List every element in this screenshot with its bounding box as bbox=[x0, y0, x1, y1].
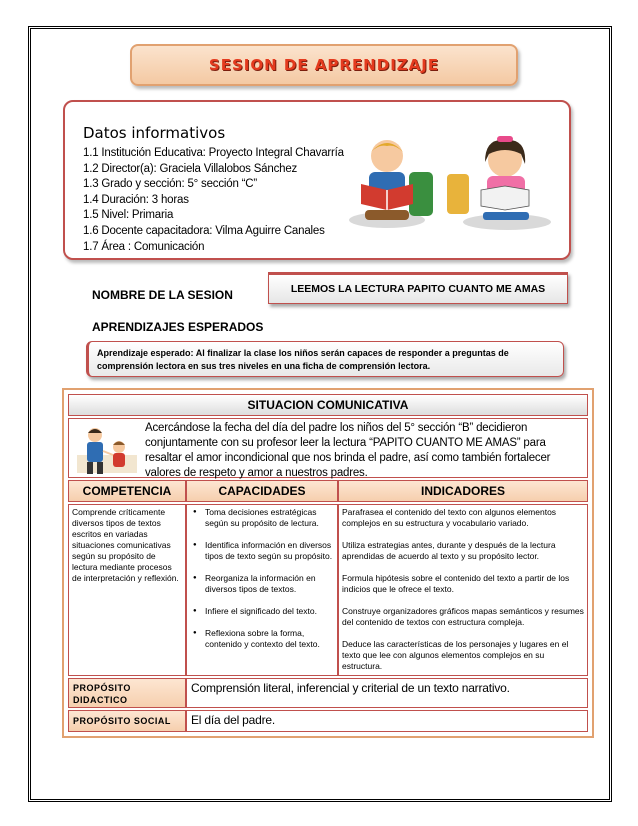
capacidad-item: ● Infiere el significado del texto. bbox=[193, 606, 334, 617]
capacidades-header: CAPACIDADES bbox=[186, 480, 338, 502]
competencia-text: Comprende críticamente diversos tipos de textos escritos en variadas situaciones comunicativas según su propósito de lectura mediante procesos de interpretación y reflexión. bbox=[72, 507, 179, 583]
proposito-social-value: El día del padre. bbox=[186, 710, 588, 732]
situacion-row bbox=[68, 418, 588, 478]
aprendizaje-esperado-box: Aprendizaje esperado: Al finalizar la clase los niños serán capaces de responder a preguntas de comprensión lectora en sus tres niveles en una ficha de comprensión lectora. bbox=[86, 341, 564, 377]
proposito-didactico-label-line2: DIDACTICO bbox=[73, 695, 128, 705]
datos-informativos-box bbox=[63, 100, 571, 260]
datos-list bbox=[83, 146, 344, 255]
competencia-cell bbox=[68, 504, 186, 676]
datos-item: 1.7 Área : Comunicación bbox=[83, 240, 205, 253]
indicador-item: Formula hipótesis sobre el contenido del texto a partir de los indicios que le ofrece el texto. bbox=[342, 573, 570, 594]
nombre-sesion-value: LEEMOS LA LECTURA PAPITO CUANTO ME AMAS bbox=[268, 272, 568, 304]
competencia-header: COMPETENCIA bbox=[68, 480, 186, 502]
proposito-didactico-label bbox=[68, 678, 186, 708]
datos-item: 1.1 Institución Educativa: Proyecto Integral Chavarría bbox=[83, 147, 344, 159]
session-table bbox=[62, 388, 594, 738]
indicador-item: Deduce las características de los personajes y lugares en el texto que lee con algunos elementos complejos en su estructura. bbox=[342, 639, 569, 671]
father-child-icon bbox=[75, 425, 139, 475]
situacion-header: SITUACION COMUNICATIVA bbox=[68, 394, 588, 416]
datos-item: 1.4 Duración: 3 horas bbox=[83, 193, 189, 206]
aprendizajes-label: APRENDIZAJES ESPERADOS bbox=[92, 320, 264, 334]
datos-item: 1.2 Director(a): Graciela Villalobos Sánchez bbox=[83, 162, 298, 175]
page-title: SESION DE APRENDIZAJE bbox=[208, 56, 440, 74]
datos-item: 1.6 Docente capacitadora: Vilma Aguirre Canales bbox=[83, 224, 325, 237]
capacidad-item: ● Reorganiza la información en diversos tipos de textos. bbox=[193, 573, 334, 595]
indicador-item: Construye organizadores gráficos mapas semánticos y resumes del contenido de textos con estructura compleja. bbox=[342, 606, 584, 627]
datos-item: 1.3 Grado y sección: 5° sección “C” bbox=[83, 178, 258, 191]
capacidad-item: ● Toma decisiones estratégicas según su propósito de lectura. bbox=[193, 507, 334, 529]
proposito-didactico-label-line1: PROPÓSITO bbox=[73, 683, 131, 693]
capacidades-cell bbox=[186, 504, 338, 676]
situacion-text: Acercándose la fecha del día del padre los niños del 5° sección “B” decidieron conjuntamente con su profesor leer la lectura “PAPITO CUANTO ME AMAS” para resaltar el amor incondicional que nos brinda el padre, así como también fortalecer valores de respeto y amor a nuestros padres. bbox=[145, 422, 551, 479]
datos-heading: Datos informativos bbox=[83, 124, 226, 142]
title-banner bbox=[130, 44, 518, 86]
nombre-sesion-label: NOMBRE DE LA SESION bbox=[92, 288, 233, 302]
indicador-item: Utiliza estrategias antes, durante y después de la lectura aprendidas de acuerdo al texto y su propósito lector. bbox=[342, 540, 556, 561]
kids-reading-illustration bbox=[347, 132, 561, 232]
indicador-item: Parafrasea el contenido del texto con algunos elementos complejos en su estructura y vocabulario variado. bbox=[342, 507, 557, 528]
datos-item: 1.5 Nivel: Primaria bbox=[83, 209, 174, 222]
capacidad-item: ● Identifica información en diversos tipos de texto según su propósito. bbox=[193, 540, 334, 562]
proposito-social-label: PROPÓSITO SOCIAL bbox=[68, 710, 186, 732]
capacidades-list bbox=[193, 507, 334, 650]
indicadores-cell bbox=[338, 504, 588, 676]
capacidad-item: ● Reflexiona sobre la forma, contenido y contexto del texto. bbox=[193, 628, 334, 650]
proposito-didactico-value: Comprensión literal, inferencial y criterial de un texto narrativo. bbox=[186, 678, 588, 708]
indicadores-header: INDICADORES bbox=[338, 480, 588, 502]
